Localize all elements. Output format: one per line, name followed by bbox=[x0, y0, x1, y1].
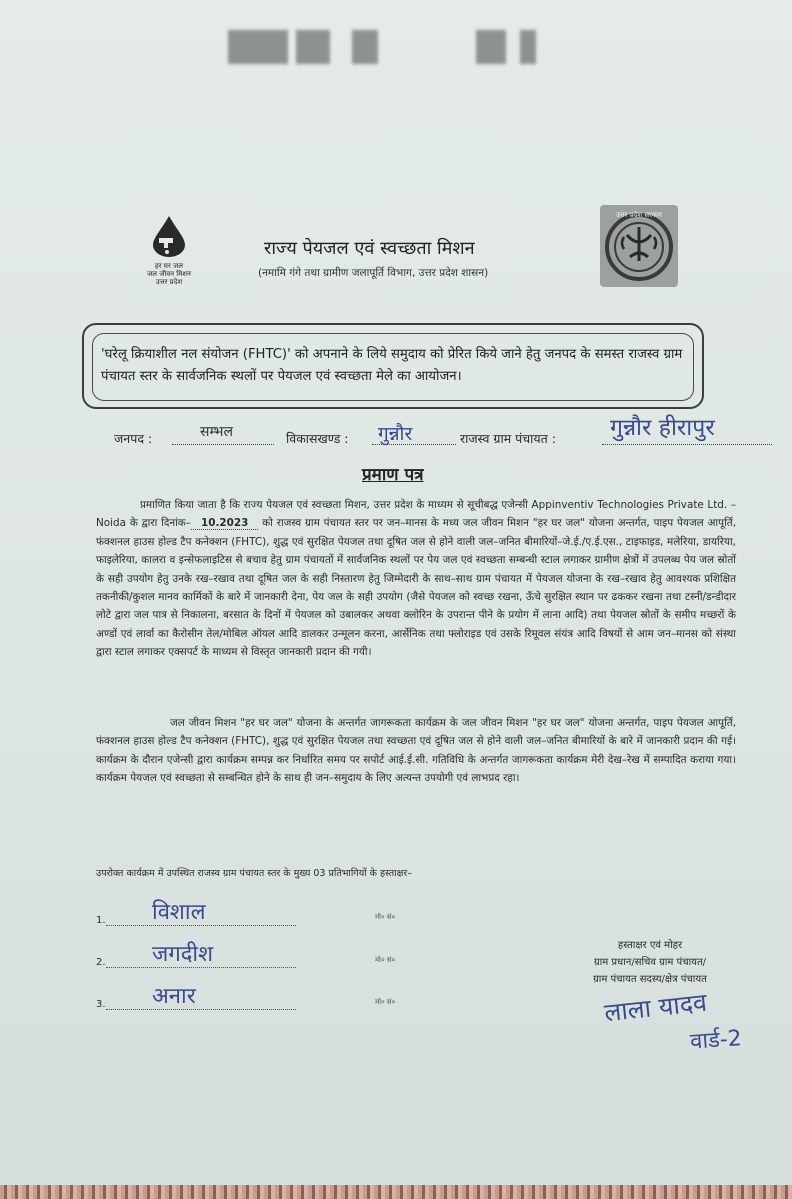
signatory-line-1: हस्ताक्षर एवं मोहर bbox=[617, 940, 683, 951]
signatory-handwritten-name: लाला यादव bbox=[602, 987, 709, 1028]
para1-prefix: प्रमाणित किया जाता है कि राज्य पेयजल एवं स्वच्छता मिशन, उत्तर प्रदेश के माध्यम से सूचीबद्ध एजेन्सी Appinventiv Technologies Private Ltd. – Noida के द्वारा दिनांक– bbox=[96, 499, 736, 530]
signatory-block bbox=[560, 937, 740, 988]
water-drop-icon bbox=[149, 214, 189, 258]
participants-intro: उपरोक्त कार्यक्रम में उपस्थित राजस्व ग्राम पंचायत स्तर के मुख्य 03 प्रतिभागियों के हस्ताक्षर– bbox=[96, 868, 413, 879]
scan-smudge bbox=[476, 30, 506, 64]
block-value: गुन्नौर bbox=[378, 423, 413, 445]
scan-smudge bbox=[352, 30, 378, 64]
scan-smudge bbox=[228, 30, 288, 64]
scan-smudge bbox=[296, 30, 330, 64]
mobile-label: मो० सं० bbox=[375, 913, 396, 921]
logo-left-sub: जल जीवन मिशन bbox=[147, 270, 191, 278]
signatory-line-2: ग्राम प्रधान/सचिव ग्राम पंचायत/ bbox=[593, 957, 707, 968]
location-fields bbox=[114, 415, 774, 452]
program-date: 10.2023 bbox=[191, 517, 258, 530]
scan-smudge bbox=[520, 30, 536, 64]
participant-dotline bbox=[106, 1009, 296, 1010]
event-banner bbox=[82, 323, 704, 409]
district-label: जनपद : bbox=[114, 431, 153, 446]
district-value: सम्भल bbox=[200, 424, 233, 440]
certificate-paragraph-2: जल जीवन मिशन "हर घर जल" योजना के अन्तर्गत जागरूकता कार्यक्रम के जल जीवन मिशन "हर घर जल" योजना अन्तर्गत, पाइप पेयजल आपूर्ति, फंक्शनल हाउस होल्ड टैप कनेक्शन (FHTC), शुद्ध एवं सुरक्षित पेयजल तथा स्वच्छता एवं दूषित जल से होने वाली जल–जनित बीमारियों के बारे में जानकारी प्रदान की गई। कार्यक्रम के दौरान एजेन्सी द्वारा कार्यक्रम सम्पन्न कर निर्धारित समय पर सपोर्ट आई.ई.सी. गतिविधि के अन्तर्गत जागरूकता कार्यक्रम मेरी देख–रेख में सम्पादित कराया गया। कार्यक्रम पेयजल एवं स्वच्छता से सम्बन्धित होने के साथ ही जन–समुदाय के लिए अत्यन्त उपयोगी एवं लाभप्रद रहा। bbox=[96, 717, 736, 785]
panchayat-label: राजस्व ग्राम पंचायत : bbox=[460, 431, 556, 446]
participant-signature: विशाल bbox=[152, 900, 206, 925]
logo-left-state: उत्तर प्रदेश bbox=[155, 278, 183, 286]
mobile-label: मो० सं० bbox=[375, 956, 396, 964]
block-label: विकासखण्ड : bbox=[286, 431, 349, 446]
mission-subtitle: (नमामि गंगे तथा ग्रामीण जलापूर्ति विभाग, उत्तर प्रदेश शासन) bbox=[258, 267, 489, 279]
har-ghar-jal-logo bbox=[136, 214, 202, 290]
certificate-title: प्रमाण पत्र bbox=[362, 465, 424, 485]
up-government-seal bbox=[600, 205, 678, 287]
participant-number: 1. bbox=[96, 915, 106, 926]
scan-bottom-edge bbox=[0, 1185, 792, 1199]
logo-left-text: हर घर जल bbox=[155, 262, 183, 270]
signatory-handwritten-ward: वार्ड-2 bbox=[689, 1026, 743, 1055]
seal-caption: उत्तर प्रदेश सरकार bbox=[615, 211, 663, 219]
para1-suffix: को राजस्व ग्राम पंचायत स्तर पर जन–मानस के मध्य जल जीवन मिशन "हर घर जल" योजना अन्तर्गत, पाइप पेयजल आपूर्ति, फंक्शनल हाउस होल्ड टैप कनेक्शन (FHTC), शुद्ध एवं सुरक्षित पेयजल तथा दूषित जल से होने वाली जल–जनित बीमारियों–जे.ई./ए.ई.एस., टाइफाइड, मलेरिया, डायरिया, फाइलेरिया, कालरा व इन्सेफलाइटिस से बचाव हेतु ग्राम पंचायतों में सार्वजनिक स्थलों पर पेय जल एवं स्वच्छता सम्बन्धी स्टाल लगाकर ग्रामीण क्षेत्रों में उपलब्ध पेय जल स्रोतों के सही उपयोग हेतु उनके रख–रखाव तथा दूषित जल के सही निस्तारण हेतु जिम्मेदारी के साथ–साथ ग्राम पंचायत में पेयजल योजना के रख–रखाव हेतु आवश्यक प्रशिक्षित तकनीकी/कुशल मानव कार्मिकों के बारे में जानकारी देना, पेय जल के सही उपयोग (जैसे पेयजल को स्वच्छ रखना, ऊँचे सुरक्षित स्थान पर ढककर रखना तथा टस्नी/डन्डीदार लोटे द्वारा जल पात्र से निकालना, बरसात के दिनों में पेयजल को उबालकर अथवा क्लोरिन के उपरान्त पीने के प्रयोग में लाना आदि) तथा पेयजल स्रोतों के समीप मच्छरों के अण्डों एवं लार्वा का कैरोसीन तेल/मोबिल ऑयल आदि डालकर उन्मूलन करना, आर्सेनिक तथा फ्लोराइड एवं उसके रिमूवल संयंत्र आदि विषयों से आम जन–मानस को संस्था द्वारा स्टाल लगाकर एक्सपर्ट के माध्यम से विस्तृत जानकारी प्रदान की गयी। bbox=[96, 517, 736, 659]
mission-title: राज्य पेयजल एवं स्वच्छता मिशन bbox=[264, 238, 475, 259]
participant-number: 2. bbox=[96, 957, 106, 968]
participant-signature: जगदीश bbox=[152, 942, 214, 967]
panchayat-value: गुन्नौर हीरापुर bbox=[610, 415, 715, 441]
participant-signature: अनार bbox=[152, 984, 196, 1009]
banner-text: 'घरेलू क्रियाशील नल संयोजन (FHTC)' को अपनाने के लिये समुदाय को प्रेरित किये जाने हेतु जनपद के समस्त राजस्व ग्राम पंचायत स्तर के सार्वजनिक स्थलों पर पेयजल एवं स्वच्छता मेले का आयोजन। bbox=[92, 333, 694, 401]
participant-number: 3. bbox=[96, 999, 106, 1010]
signatory-line-3: ग्राम पंचायत सदस्य/क्षेत्र पंचायत bbox=[593, 974, 707, 985]
mobile-label: मो० सं० bbox=[375, 998, 396, 1006]
certificate-paragraph-1 bbox=[96, 496, 736, 662]
